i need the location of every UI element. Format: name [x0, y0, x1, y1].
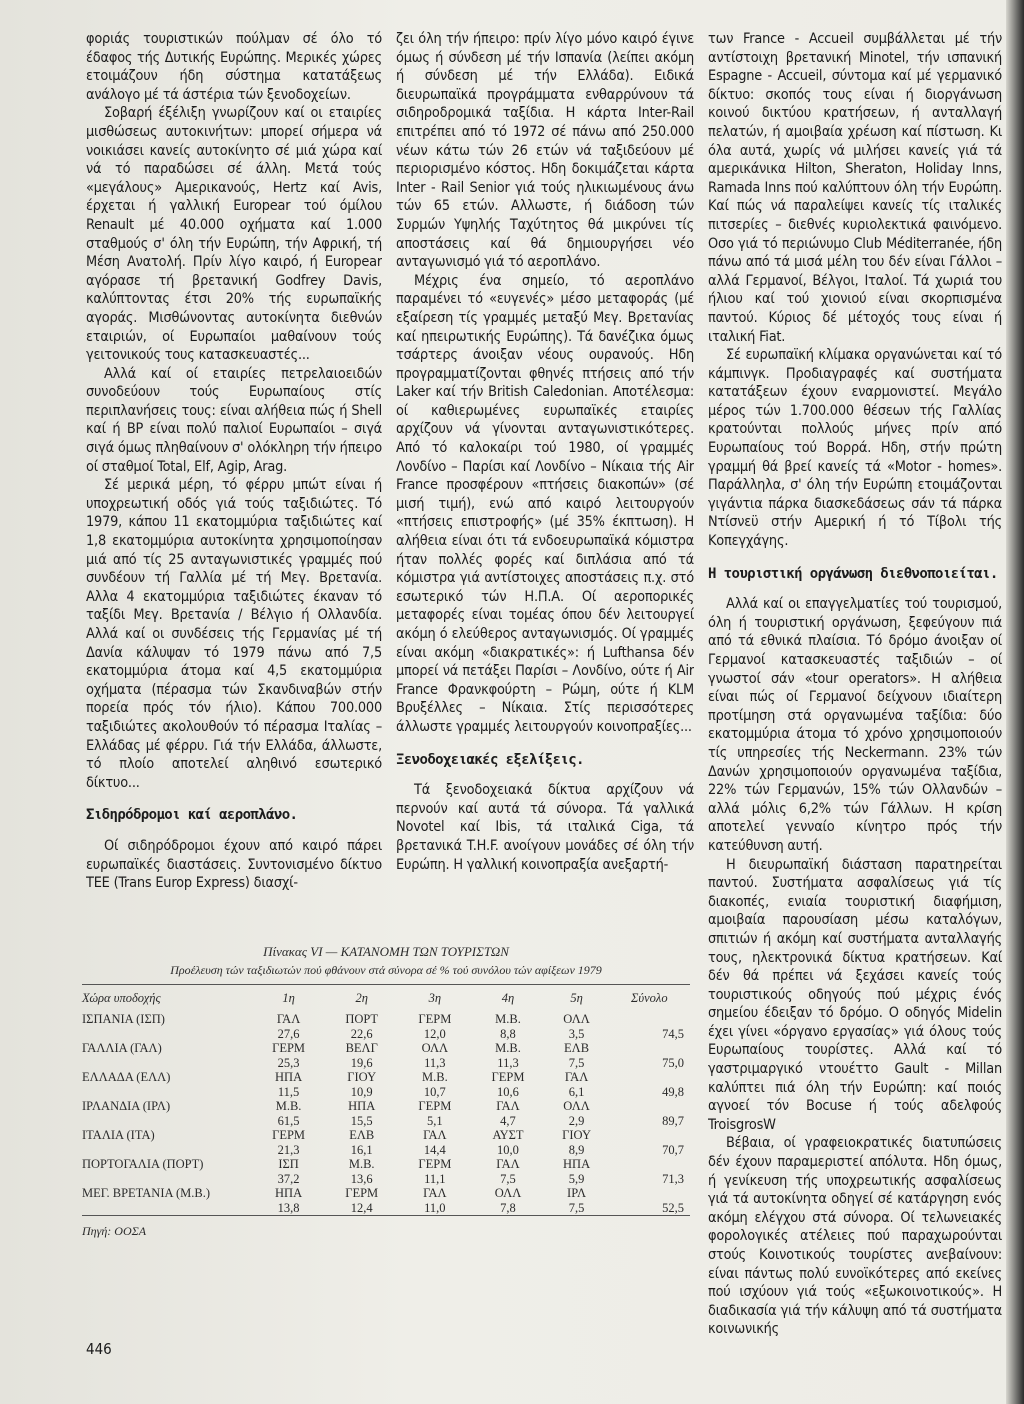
- table-row: [82, 1027, 690, 1042]
- paragraph: Βέβαια, οί γραφειοκρατικές διατυπώσεις δέν έχουν παραμεριστεί απόλυτα. Ηδη όμως, ή γενίκευση τής υποχρεωτικής ασφαλίσεως γιά τά αυτοκίνητα οδηγεί σέ κατάργηση ενός ακόμη ελέγχου στά σύνορα. Οί τελωνειακές φορολογικές ατέλειες πού παραχωρούνται στούς Κοινοτικούς τουρίστες ανεβαίνουν: είναι πάντως πολύ ευνοϊκότερες από εκείνες πού ισχύουν γιά τούς «εξωκοινοτικούς». Η διαδικασία γιά τήν κάλυψη από τά συστήματα κοινωνικής: [708, 1135, 1002, 1338]
- table-cell: ΓΑΛ: [423, 1186, 447, 1200]
- table-cell: 71,3: [662, 1171, 684, 1186]
- table-cell: 13,8: [277, 1200, 300, 1215]
- table-header-cell: Σύνολο: [630, 991, 668, 1005]
- paragraph: Σέ μερικά μέρη, τό φέρρυ μπώτ είναι ή υποχρεωτική οδός γιά τούς ταξιδιώτες. Τό 1979, κάπου 11 εκατομμύρια ταξιδιώτες καί 1,8 εκατομμύρια αυτοκίνητα χρησιμοποίησαν μιά από τίς 25 ανταγωνιστικές γραμμές πού συνδέουν τή Γαλλία μέ τή Μεγ. Βρετανία. Αλλα 4 εκατομμύρια ταξιδιώτες έκαναν τό ταξίδι Μεγ. Βρετανία / Βέλγιο ή Ολλανδία. Αλλά καί οι συνδέσεις τής Γερμανίας μέ τή Δανία κάλυψαν τό 1979 πάνω από 7,5 εκατομμύρια άτομα καί 4,5 εκατομμύρια οχήματα (πέρασμα τών Σκανδιναβών στήν πορεία πρός τόν ήλιο). Κάπου 700.000 ταξιδιώτες ακολουθούν τό πέρασμα Ιταλίας – Ελλάδας μέ φέρρυ. Γιά τήν Ελλάδα, άλλωστε, τό πλοίο αποτελεί αληθινό εσωτερικό δίκτυο...: [86, 477, 382, 791]
- table-cell: ΓΙΟΥ: [562, 1128, 591, 1142]
- table-cell: ΟΛΛ: [563, 1012, 590, 1026]
- table-cell: [609, 1041, 690, 1056]
- table-country-cell: ΙΣΠΑΝΙΑ (ΙΣΠ): [82, 1012, 165, 1026]
- table-header-cell: 3η: [428, 991, 442, 1005]
- table-cell: 10,7: [423, 1084, 446, 1099]
- table-body: [82, 1012, 690, 1215]
- table-cell: 89,7: [662, 1113, 684, 1128]
- table-country-cell: [82, 1201, 252, 1216]
- table-country-cell: ΙΡΛΑΝΔΙΑ (ΙΡΛ): [82, 1099, 171, 1113]
- table-country-cell: [82, 1056, 252, 1071]
- text-column-1: [86, 30, 382, 918]
- table-cell: [609, 1099, 690, 1114]
- table-row: [82, 1012, 690, 1027]
- table-cell: 11,0: [424, 1200, 446, 1215]
- paragraph: Αλλά καί οι επαγγελματίες τού τουρισμού, όλη ή τουριστική οργάνωση, ξεφεύγουν πιά από τά εθνικά πλαίσια. Τό δρόμο άνοιξαν οί Γερμανοί κατασκευαστές ταξιδιών – οί γνωστοί σάν «tour operators». Η αλήθεια είναι πώς οί Γερμανοί δείχνουν ιδιαίτερη προτίμηση στά οργανωμένα ταξίδια: δύο εκατομμύρια άτομα τό χρόνο χρησιμοποιούν τίς υπηρεσίες τής Neckermann. 23% τών Δανών χρησιμοποιούν οργανωμένα ταξίδια, 22% τών Γερμανών, 15% τών Ολλανδών – αλλά μόλις 6,2% τών Γάλλων. Η κρίση αποτελεί γενναίο κίνητρο πρός τήν κατεύθυνση αυτή.: [708, 596, 1002, 854]
- table-cell: ΓΑΛ: [496, 1099, 520, 1113]
- table-cell: 21,3: [277, 1142, 300, 1157]
- paragraph: φοριάς τουριστικών πούλμαν σέ όλο τό έδαφος τής Δυτικής Ευρώπης. Μερικές χώρες ετοιμάζουν ήδη σύστημα κατατάξεως ανάλογο μέ τά άστέρια τών ξενοδοχείων.: [86, 31, 382, 103]
- table-header-cell: 1η: [282, 991, 295, 1005]
- table-cell: [609, 1157, 690, 1172]
- table-row: [82, 1114, 690, 1129]
- table-caption: Πίνακας VI — ΚΑΤΑΝΟΜΗ ΤΩΝ ΤΟΥΡΙΣΤΩΝ: [263, 944, 509, 959]
- table-cell: 13,6: [350, 1171, 373, 1186]
- table-cell: ΙΡΛ: [567, 1186, 587, 1200]
- table-cell: ΓΑΛ: [496, 1157, 520, 1171]
- paragraph: ζει όλη τήν ήπειρο: πρίν λίγο μόνο καιρό έγινε όμως ή σύνδεση μέ τήν Ισπανία (λείπει ακόμη ή σύνδεση μέ τήν Ελλάδα). Ειδικά διευρωπαϊκά προγράμματα ενθαρρύνουν τά σιδηροδρομικά ταξίδια. Η κάρτα Inter-Rail επιτρέπει από τό 1972 σέ πάνω από 250.000 νέων κάτω τών 26 ετών νά ταξιδεύουν μέ περιορισμένο κόστος. Ηδη δοκιμάζεται κάρτα Inter - Rail Senior γιά τούς ηλικιωμένους άνω τών 65 ετών. Αλλωστε, ή διάδοση τών Συρμών Υψηλής Ταχύτητος θά μικρύνει τίς αποστάσεις καί θά δημιουργήσει νέο ανταγωνισμό γιά τό αεροπλάνο.: [396, 31, 694, 271]
- table-cell: ΟΛΛ: [421, 1041, 449, 1055]
- table-cell: 3,5: [568, 1026, 585, 1041]
- table-cell: ΓΕΡΜ: [418, 1012, 452, 1026]
- table-cell: 11,1: [424, 1171, 446, 1186]
- table-country-cell: [82, 1027, 252, 1042]
- table-cell: ΓΑΛ: [564, 1070, 589, 1084]
- paragraph: Αλλά καί οί εταιρίες πετρελαιοειδών συνοδεύουν τούς Ευρωπαίους στίς περιπλανήσεις τους: είναι αλήθεια πώς ή Shell καί ή BP είναι πολύ παλιοί Ευρωπαίοι – σιγά σιγά όμως πληθαίνουν σ' ολόκληρη τήν ήπειρο οί σταθμοί Total, Elf, Agip, Arag.: [86, 365, 382, 475]
- table-cell: 10,6: [497, 1084, 519, 1099]
- table-cell: 12,0: [423, 1026, 446, 1041]
- table-row: [82, 1099, 690, 1114]
- paragraph: Μέχρις ένα σημείο, τό αεροπλάνο παραμένει τό «ευγενές» μέσο μεταφοράς (μέ εξαίρεση τίς γραμμές μεταξύ Μεγ. Βρετανίας καί ηπειρωτικής Ευρώπης). Τά δανέζικα όμως τσάρτερς άνοιξαν νέους ουρανούς. Ηδη προγραμματίζονται φθηνές πτήσεις από τήν Laker καί τήν British Caledonian. Αποτέλεσμα: οί καθιερωμένες ευρωπαϊκές εταιρίες αρχίζουν νά γίνονται ανταγωνιστικότερες. Από τό καλοκαίρι τού 1980, οί γραμμές Λονδίνο – Παρίσι καί Λονδίνο – Νίκαια τής Air France προσφέρουν «πτήσεις διακοπών» (σέ μισή τιμή), ενώ από καιρό λειτουργούν «πτήσεις επιστροφής» (μέ 35% έκπτωση). Η αλήθεια είναι ότι τά ενδοευρωπαϊκά κόμιστρα ήταν πολλές φορές καί διπλάσια από τά κόμιστρα γιά αντίστοιχες αποστάσεις π.χ. στό εσωτερικό τών Η.Π.Α. Οί αεροπορικές μεταφορές είναι τομέας όπου δέν λειτουργεί ακόμη ό ελεύθερος ανταγωνισμός. Οί γραμμές είναι ακόμη «διακρατικές»: ή Lufthansa δέν μπορεί νά πετάξει Παρίσι – Λονδίνο, ούτε ή Air France Φρανκφούρτη – Ρώμη, ούτε ή KLM Βρυξέλλες – Νίκαια. Στίς περισσότερες άλλωστε γραμμές λειτουργούν κοινοπραξίες...: [396, 272, 694, 735]
- table-cell: 52,5: [662, 1200, 684, 1215]
- table-cell: ΕΛΒ: [349, 1128, 375, 1142]
- table-cell: ΟΛΛ: [494, 1186, 522, 1200]
- table-row: [82, 1143, 690, 1158]
- table-cell: 15,5: [350, 1113, 373, 1128]
- table-cell: [609, 1070, 690, 1085]
- table-cell: 2,9: [568, 1113, 585, 1128]
- table-country-cell: [82, 1143, 252, 1158]
- table-cell: ΓΑΛ: [423, 1128, 447, 1142]
- table-cell: 75,0: [662, 1055, 684, 1070]
- table-row: [82, 1041, 690, 1056]
- table-cell: ΓΕΡΜ: [418, 1099, 452, 1113]
- table-country-cell: ΓΑΛΛΙΑ (ΓΑΛ): [82, 1041, 162, 1055]
- table-country-cell: ΠΟΡΤΟΓΑΛΙΑ (ΠΟΡΤ): [82, 1157, 204, 1171]
- table-country-cell: [82, 1114, 252, 1129]
- table-cell: 7,8: [500, 1200, 516, 1215]
- table-cell: 7,5: [500, 1171, 516, 1186]
- data-table: [82, 985, 690, 1215]
- table-cell: 4,7: [500, 1113, 516, 1128]
- paragraph: Σέ ευρωπαϊκή κλίμακα οργανώνεται καί τό κάμπινγκ. Προδιαγραφές καί συστήματα κατατάξεων έχουν εναρμονιστεί. Μεγάλο μέρος τών 1.700.000 θέσεων τής Γαλλίας κρατούνται πολλούς μήνες πρίν από Ευρωπαίους τού Βορρά. Ηδη, στήν πρώτη γραμμή θά βρεί κανείς τά «Motor - homes». Παράλληλα, σ' όλη τήν Ευρώπη ετοιμάζονται γιγάντια πάρκα διασκεδάσεως σάν τά πάρκα Ντίσνεϋ στήν Αμερική ή τό Τίβολι τής Κοπεγχάγης.: [708, 347, 1002, 550]
- table-country-cell: [82, 1085, 252, 1100]
- table-row: [82, 1070, 690, 1085]
- table-row: [82, 1128, 690, 1143]
- table-cell: 37,2: [277, 1171, 300, 1186]
- table-cell: ΓΕΡΜ: [418, 1157, 452, 1171]
- table-cell: 5,1: [427, 1113, 443, 1128]
- table-cell: 8,8: [500, 1026, 516, 1041]
- section-heading-railways: Σιδηρόδρομοι καί αεροπλάνο.: [86, 807, 298, 824]
- table-country-cell: ΜΕΓ. ΒΡΕΤΑΝΙΑ (Μ.Β.): [82, 1186, 210, 1200]
- table-cell: 74,5: [662, 1026, 684, 1041]
- table-cell: 49,8: [662, 1084, 684, 1099]
- paragraph: των France - Accueil συμβάλλεται μέ τήν αντίστοιχη βρετανική Minotel, τήν ισπανική Espagne - Accueil, σύντομα καί μέ γερμανικό δίκτυο: σκοπός τους είναι ή διοργάνωση κοινού δικτύου κρατήσεων, ή ανταλλαγή πελατών, ή αμοιβαία χρέωση καί πίστωση. Κι όλα αυτά, χωρίς νά μιλήσει κανείς γιά τά αμερικάνικα Hilton, Sheraton, Holiday Inns, Ramada Inns πού καλύπτουν όλη τήν Ευρώπη. Καί πώς νά παραλείψει κανείς τίς ιταλικές πιτσερίες – διεθνές κυριολεκτικά φαινόμενο. Οσο γιά τό περιώνυμο Club Méditerranée, ήδη πάνω από τά μισά μέλη του δέν είναι Γάλλοι – αλλά Γερμανοί, Βέλγοι, Ιταλοί. Τά χωριά του ήλιου καί τού χιονιού είναι σκορπισμένα παντού. Κύριος δέ μέτοχός τους είναι ή ιταλική Fiat.: [708, 31, 1002, 345]
- tourist-distribution-table: [82, 944, 690, 1330]
- table-cell: ΗΠΑ: [563, 1157, 591, 1171]
- table-cell: Μ.Β.: [275, 1099, 302, 1113]
- table-cell: 25,3: [277, 1055, 300, 1070]
- table-country-cell: ΕΛΛΑΔΑ (ΕΛΛ): [82, 1070, 171, 1084]
- table-cell: 22,6: [350, 1026, 373, 1041]
- paragraph: Σοβαρή έξέλιξη γνωρίζουν καί οι εταιρίες μισθώσεως αυτοκινήτων: μπορεί σήμερα νά νοικιάσει κανείς αυτοκίνητο σέ μιά χώρα καί νά τό παραδώσει σέ άλλη. Μετά τούς «μεγάλους» Αμερικανούς, Hertz καί Avis, έρχεται ή γαλλική Europear τού όμίλου Renault μέ 40.000 οχήματα καί 1.000 σταθμούς σ' όλη τήν Ευρώπη, τήν Αφρική, τή Μέση Ανατολή. Πρίν λίγο καιρό, ή Europear αγόρασε τή βρετανική Godfrey Davis, καλύπτοντας έτσι 20% τής ευρωπαϊκής αγοράς. Μισθώνοντας αυτοκίνητα διεθνών εταιριών, οί Ευρωπαίοι μαθαίνουν τούς γειτονικούς τους κατασκευαστές...: [86, 105, 382, 364]
- table-row: [82, 1157, 690, 1172]
- table-subcaption: Προέλευση τών ταξιδιωτών πού φθάνουν στά σύνορα σέ % τού συνόλου τών αφίξεων 1979: [170, 963, 602, 977]
- table-cell: ΓΕΡΜ: [491, 1070, 525, 1084]
- table-cell: 6,1: [568, 1084, 585, 1099]
- binding-shadow: [1006, 0, 1024, 1404]
- table-cell: 8,9: [568, 1142, 585, 1157]
- table-row: [82, 1172, 690, 1187]
- table-cell: ΓΕΡΜ: [272, 1041, 306, 1055]
- table-country-cell: ΙΤΑΛΙΑ (ΙΤΑ): [82, 1128, 155, 1142]
- table-cell: 70,7: [662, 1142, 684, 1157]
- table-source: Πηγή: ΟΟΣΑ: [82, 1224, 147, 1238]
- table-cell: 10,9: [350, 1084, 373, 1099]
- table-cell: 19,6: [350, 1055, 373, 1070]
- table-country-cell: [82, 1172, 252, 1187]
- section-heading-organisation: Η τουριστική οργάνωση διεθνοποιείται.: [708, 565, 998, 582]
- text-column-2: [396, 30, 694, 918]
- table-header-cell: 5η: [570, 991, 583, 1005]
- table-cell: 61,5: [277, 1113, 300, 1128]
- table-cell: [609, 1128, 690, 1143]
- table-cell: 11,3: [424, 1055, 446, 1070]
- table-cell: 16,1: [350, 1142, 373, 1157]
- table-cell: 14,4: [423, 1142, 446, 1157]
- table-row: [82, 1056, 690, 1071]
- table-cell: ΕΛΒ: [564, 1041, 590, 1055]
- paragraph: Τά ξενοδοχειακά δίκτυα αρχίζουν νά περνούν καί αυτά τά σύνορα. Τά γαλλικά Novotel καί Ibis, τά ιταλικά Ciga, τά βρετανικά T.H.F. ανοίγουν μονάδες σέ όλη τήν Ευρώπη. Η γαλλική κοινοπραξία ανεξαρτή-: [396, 782, 694, 873]
- table-cell: ΓΑΛ: [276, 1012, 301, 1026]
- table-cell: ΙΣΠ: [278, 1157, 299, 1171]
- paragraph: Οί σιδηρόδρομοι έχουν από καιρό πάρει ευρωπαϊκές διαστάσεις. Συντονισμένο δίκτυο TEE (Trans Europ Express) διασχί-: [86, 837, 382, 892]
- table-cell: Μ.Β.: [495, 1012, 521, 1026]
- table-cell: 11,3: [497, 1055, 519, 1070]
- table-cell: 12,4: [350, 1200, 373, 1215]
- table-cell: ΓΕΡΜ: [272, 1128, 306, 1142]
- table-header-cell: Χώρα υποδοχής: [82, 991, 161, 1005]
- table-row: [82, 1085, 690, 1100]
- section-heading-hotels: Ξενοδοχειακές εξελίξεις.: [396, 751, 584, 768]
- table-cell: ΠΟΡΤ: [345, 1012, 379, 1026]
- table-cell: 7,5: [568, 1055, 585, 1070]
- table-cell: ΗΠΑ: [275, 1186, 303, 1200]
- table-cell: ΑΥΣΤ: [492, 1128, 524, 1142]
- table-cell: 11,5: [277, 1084, 300, 1099]
- paragraph: Η διευρωπαϊκή διάσταση παρατηρείται παντού. Συστήματα ασφαλίσεως γιά τίς διακοπές, ενιαία τουριστική διαφήμιση, αμοιβαία παρουσίαση μέσω καταλόγων, σπιτιών ή ακόμη καί συστήματα ανταλλαγής τους, ηλεκτρονικά δίκτυα κρατήσεων. Καί δέν θά πρέπει νά ξεχάσει κανείς τούς τουριστικούς οδηγούς πού μέχρις ένός σημείου έδειξαν τό δρόμο. Ο οδηγός Midelin έχει γίνει «όργανο εργασίας» γιά όλους τούς Ευρωπαίους τουρίστες. Αλλά καί τό γαστριμαργικό ντουέττο Gault - Millan καλύπτει πιά όλη τήν Ευρώπη: καί ποιός αγνοεί τόν Bocuse ή τούς αδελφούς TroisgrosW: [708, 856, 1002, 1133]
- table-header-row: [82, 985, 690, 1012]
- table-cell: Μ.Β.: [422, 1070, 448, 1084]
- table-cell: ΓΙΟΥ: [347, 1070, 377, 1084]
- page-number: 446: [86, 1340, 112, 1358]
- table-cell: 27,6: [277, 1026, 300, 1041]
- table-cell: ΟΛΛ: [563, 1099, 590, 1113]
- text-column-3: [708, 30, 1002, 1365]
- table-rule: [82, 1215, 690, 1216]
- table-cell: ΒΕΛΓ: [345, 1041, 378, 1055]
- table-cell: [609, 1186, 690, 1201]
- table-cell: ΗΠΑ: [348, 1099, 376, 1113]
- table-row: [82, 1201, 690, 1216]
- table-header-cell: 2η: [355, 991, 368, 1005]
- table-cell: Μ.Β.: [348, 1157, 375, 1171]
- table-row: [82, 1186, 690, 1201]
- table-cell: ΗΠΑ: [275, 1070, 303, 1084]
- table-cell: 7,5: [568, 1200, 585, 1215]
- table-cell: ΓΕΡΜ: [345, 1186, 379, 1200]
- table-cell: Μ.Β.: [495, 1041, 521, 1055]
- table-cell: [609, 1012, 690, 1027]
- table-cell: 10,0: [497, 1142, 519, 1157]
- table-cell: 5,9: [568, 1171, 585, 1186]
- table-header-cell: 4η: [501, 991, 515, 1005]
